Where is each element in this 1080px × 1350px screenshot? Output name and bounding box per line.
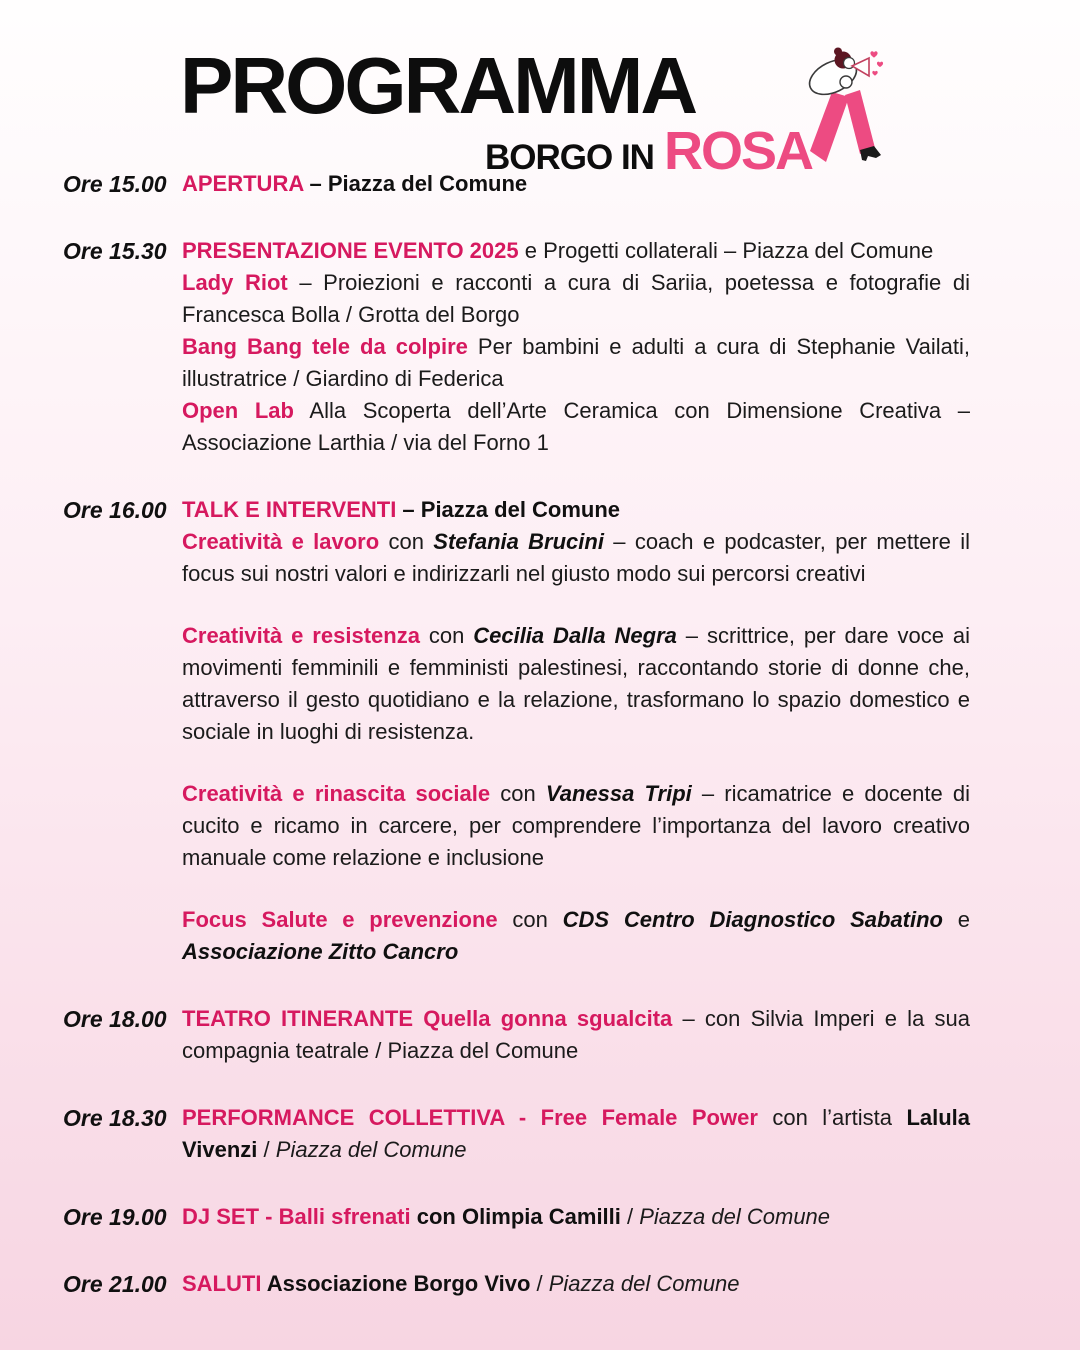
event-text-segment: CDS Centro Diagnostico Sabatino — [562, 907, 943, 932]
striding-woman-illustration-icon — [788, 46, 884, 164]
event-paragraph — [182, 904, 970, 968]
time-label: Ore 16.00 — [63, 497, 167, 523]
logo-borgo-in: BORGO IN — [485, 138, 654, 177]
schedule-row — [63, 235, 970, 459]
event-text-segment: SALUTI — [182, 1271, 262, 1296]
event-text-segment: Bang Bang tele da colpire — [182, 334, 468, 359]
event-text-segment: – Piazza del Comune — [303, 171, 528, 196]
time-label: Ore 18.30 — [63, 1105, 167, 1131]
event-paragraph — [182, 267, 970, 331]
event-text-segment: / — [257, 1137, 276, 1162]
event-text-segment: / — [530, 1271, 549, 1296]
event-text-segment: con — [497, 907, 563, 932]
time-label: Ore 15.30 — [63, 238, 167, 264]
time-label: Ore 21.00 — [63, 1271, 167, 1297]
event-paragraph — [182, 620, 970, 748]
event-text-segment: DJ SET - Balli sfrenati — [182, 1204, 411, 1229]
schedule-row — [63, 1201, 970, 1233]
event-paragraph — [182, 778, 970, 874]
event-text-segment: e — [943, 907, 970, 932]
event-paragraph — [182, 235, 970, 267]
logo-rosa: ROSA — [663, 121, 812, 181]
schedule-row — [63, 168, 970, 200]
event-text-segment: Piazza del Comune — [639, 1204, 831, 1229]
event-paragraph — [182, 494, 970, 526]
event-text-segment: Stefania Brucini — [433, 529, 604, 554]
event-text-segment: Vanessa Tripi — [545, 781, 692, 806]
event-content — [182, 168, 970, 200]
event-text-segment: Associazione Zitto Cancro — [182, 939, 459, 964]
event-text-segment: Creatività e rinascita sociale — [182, 781, 491, 806]
event-paragraph — [182, 168, 970, 200]
event-paragraph — [182, 1201, 970, 1233]
schedule-row — [63, 1268, 970, 1300]
event-text-segment: PRESENTAZIONE EVENTO 2025 — [182, 238, 519, 263]
header — [180, 41, 812, 181]
event-content — [182, 1268, 970, 1300]
event-text-segment: Creatività e resistenza — [182, 623, 420, 648]
event-text-segment: TALK E INTERVENTI — [182, 497, 397, 522]
event-text-segment: Alla Scoperta dell’Arte Ceramica con Dimensione Creativa – Associazione Larthia / via del Forno 1 — [182, 398, 970, 455]
event-text-segment: – con Silvia Imperi e la sua compagnia teatrale / Piazza del Comune — [182, 1006, 970, 1063]
event-text-segment: Associazione Borgo Vivo — [261, 1271, 531, 1296]
time-label: Ore 18.00 — [63, 1006, 167, 1032]
event-content — [182, 1102, 970, 1166]
event-text-segment: – scrittrice, per dare voce ai movimenti femminili e femministi palestinesi, raccontando storie di donne che, attraverso il gesto quotidiano e la relazione, trasformano lo spazio domestico e sociale in luoghi di resistenza. — [182, 623, 970, 744]
event-text-segment: Lalula Vivenzi — [182, 1105, 971, 1162]
event-paragraph — [182, 526, 970, 590]
time-label: Ore 15.00 — [63, 171, 167, 197]
event-text-segment: Piazza del Comune — [548, 1271, 740, 1296]
event-text-segment: Open Lab — [182, 398, 294, 423]
event-text-segment: con l’artista — [757, 1105, 907, 1130]
schedule-row — [63, 1102, 970, 1166]
page-title: PROGRAMMA — [180, 41, 696, 130]
event-text-segment: con Olimpia Camilli — [410, 1204, 621, 1229]
event-text-segment: – ricamatrice e docente di cucito e ricamo in carcere, per comprendere l’importanza del lavoro creativo manuale come relazione e inclusione — [182, 781, 970, 870]
event-content — [182, 494, 970, 968]
event-paragraph — [182, 331, 970, 395]
event-text-segment: e Progetti collaterali – Piazza del Comune — [518, 238, 934, 263]
event-paragraph — [182, 395, 970, 459]
event-text-segment: con — [379, 529, 434, 554]
event-text-segment: – Proiezioni e racconti a cura di Sariia, poetessa e fotografie di Francesca Bolla / Grotta del Borgo — [182, 270, 970, 327]
event-text-segment: Creatività e lavoro — [182, 529, 380, 554]
event-paragraph — [182, 1268, 970, 1300]
event-text-segment: Piazza del Comune — [275, 1137, 467, 1162]
event-content — [182, 1201, 970, 1233]
event-text-segment: Cecilia Dalla Negra — [473, 623, 677, 648]
event-paragraph — [182, 1003, 970, 1067]
event-text-segment: con — [490, 781, 546, 806]
event-paragraph — [182, 1102, 970, 1166]
event-text-segment: / — [620, 1204, 640, 1229]
event-text-segment: APERTURA — [182, 171, 304, 196]
schedule-row — [63, 1003, 970, 1067]
event-text-segment: Lady Riot — [182, 270, 288, 295]
event-text-segment: PERFORMANCE COLLETTIVA - Free Female Power — [182, 1105, 758, 1130]
time-label: Ore 19.00 — [63, 1204, 167, 1230]
event-content — [182, 235, 970, 459]
schedule-row — [63, 494, 970, 968]
event-text-segment: Per bambini e adulti a cura di Stephanie Vailati, illustratrice / Giardino di Federica — [182, 334, 971, 391]
event-text-segment: con — [419, 623, 474, 648]
event-text-segment: TEATRO ITINERANTE Quella gonna sgualcita — [182, 1006, 673, 1031]
event-text-segment: – Piazza del Comune — [396, 497, 621, 522]
event-text-segment: – coach e podcaster, per mettere il focus sui nostri valori e indirizzarli nel giusto modo sui percorsi creativi — [182, 529, 970, 586]
event-text-segment: Focus Salute e prevenzione — [182, 907, 498, 932]
event-content — [182, 1003, 970, 1067]
schedule — [0, 168, 1080, 1335]
